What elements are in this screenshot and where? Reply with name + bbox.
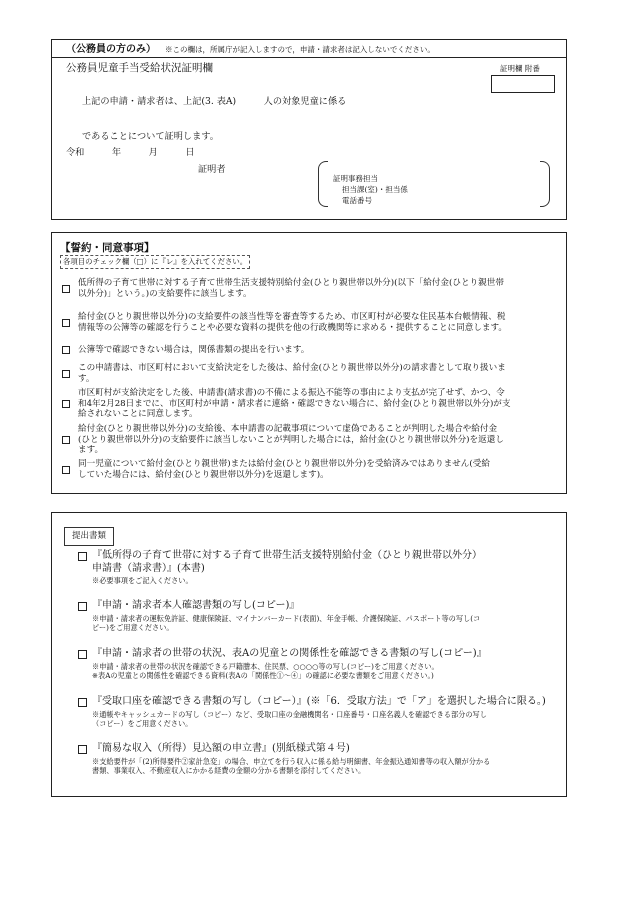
official-header-note: ※この欄は，所属庁が記入しますので，申請・請求者は記入しないでください。 bbox=[165, 45, 435, 54]
consent-item-5 bbox=[62, 388, 562, 420]
statement-line-2: であることについて証明します。 bbox=[82, 131, 219, 142]
consent-text-2: 給付金(ひとり親世帯以外分)の支給要件の該当性等を審査等するため、市区町村が必要な住民基本台帳情報、税 情報等の公簿等の確認を行うことや必要な資料の提供を他の行政機関等に求める・提供することに同意します。 bbox=[78, 312, 508, 333]
consent-text-4: この申請書は、市区町村において支給決定をした後は、給付金(ひとり親世帯以外分)の請求書として取り扱いま す。 bbox=[78, 363, 506, 384]
consent-text-3: 公簿等で確認できない場合は，関係書類の提出を行います。 bbox=[78, 345, 310, 355]
document-item-1 bbox=[78, 550, 568, 586]
consent-checkbox-3[interactable] bbox=[62, 346, 70, 354]
document-note-3: ※申請・請求者の世帯の状況を確認できる戸籍謄本、住民票、○○○○等の写し(コピー)をご用意ください。 ※表Aの児童との関係性を確認できる資料(表Aの「関係性①～④」の確認に必要な書類をご用意ください。) bbox=[92, 661, 439, 680]
consent-checkbox-7[interactable] bbox=[62, 466, 70, 474]
document-label-4: 『受取口座を確認できる書類の写し（コピー）』(※「6．受取方法」で「ア」を選択した場合に限る。) bbox=[92, 696, 546, 707]
document-note-1: ※必要事項をご記入ください。 bbox=[92, 576, 193, 585]
document-label-5: 『簡易な収入（所得）見込額の申立書』(別紙様式第４号) bbox=[92, 743, 350, 754]
document-checkbox-2[interactable] bbox=[78, 602, 87, 611]
consent-instruction: 各項目のチェック欄（□）に『レ』を入れてください。 bbox=[60, 255, 250, 269]
consent-item-6 bbox=[62, 424, 562, 456]
document-note-4: ※通帳やキャッシュカードの写し（コピー）など、受取口座の金融機関名・口座番号・口座名義人を確認できる部分の写し （コピー）をご用意ください。 bbox=[92, 709, 487, 728]
office-line-phone: 電話番号 bbox=[342, 196, 372, 205]
official-section-title: 公務員児童手当受給状況証明欄 bbox=[66, 62, 213, 74]
document-checkbox-1[interactable] bbox=[78, 552, 87, 561]
consent-item-2 bbox=[62, 312, 562, 333]
consent-item-1 bbox=[62, 278, 562, 299]
official-header-divider bbox=[51, 57, 567, 58]
statement-line-1: 上記の申請・請求者は、上記(3. 表A) 人の対象児童に係る bbox=[82, 96, 347, 107]
office-line-division: 担当課(室)・担当係 bbox=[342, 185, 408, 194]
consent-text-1: 低所得の子育て世帯に対する子育て世帯生活支援特別給付金(ひとり親世帯以外分)(以下「給付金(ひとり親世帯 以外分)」という。)の支給要件に該当します。 bbox=[78, 278, 504, 299]
consent-text-7: 同一児童について給付金(ひとり親世帯)または給付金(ひとり親世帯以外分)を受給済みではありません(受給 していた場合には、給付金(ひとり親世帯以外分)を返還します)。 bbox=[78, 459, 490, 480]
office-bracket-left bbox=[318, 161, 328, 207]
cert-column-label: 証明欄 附番 bbox=[500, 64, 540, 73]
office-line-staff: 証明事務担当 bbox=[333, 174, 378, 183]
consent-item-7 bbox=[62, 459, 562, 480]
documents-title: 提出書類 bbox=[64, 527, 114, 546]
document-item-5 bbox=[78, 743, 568, 776]
cert-number-field[interactable] bbox=[491, 75, 555, 93]
document-note-2: ※申請・請求者の運転免許証、健康保険証、マイナンバーカード(表面)、年金手帳、介護保険証、パスポート等の写し(コ ピー)をご用意ください。 bbox=[92, 613, 481, 632]
document-label-1: 『低所得の子育て世帯に対する子育て世帯生活支援特別給付金（ひとり親世帯以外分） 申請書（請求書）』(本書) bbox=[92, 550, 482, 574]
consent-text-6: 給付金(ひとり親世帯以外分)の支給後、本申請書の記載事項について虚偽であることが判明した場合や給付金 (ひとり親世帯以外分)の支給要件に該当しないことが判明した場合には，給付金(ひとり親世帯以外分)を返還し ます。 bbox=[78, 424, 504, 455]
consent-item-3 bbox=[62, 345, 562, 356]
certifier-label: 証明者 bbox=[198, 164, 226, 175]
document-checkbox-3[interactable] bbox=[78, 650, 87, 659]
document-checkbox-4[interactable] bbox=[78, 698, 87, 707]
consent-checkbox-2[interactable] bbox=[62, 319, 70, 327]
document-item-2 bbox=[78, 600, 568, 633]
document-label-2: 『申請・請求者本人確認書類の写し(コピー)』 bbox=[92, 600, 300, 611]
consent-text-5: 市区町村が支給決定をした後、申請書(請求書)の不備による振込不能等の事由により支払が完了せず、かつ、令 和4年2月28日までに、市区町村が申請・請求者に連絡・確認できない場合に、給付金(ひとり親世帯以外分)が支 給されないことに同意します。 bbox=[78, 388, 511, 419]
consent-title: 【誓約・同意事項】 bbox=[60, 242, 155, 254]
office-bracket-right bbox=[540, 161, 550, 207]
document-label-3: 『申請・請求者の世帯の状況、表Aの児童との関係性を確認できる書類の写し(コピー)』 bbox=[92, 648, 487, 659]
official-header-label: （公務員の方のみ） bbox=[66, 44, 156, 55]
document-item-4 bbox=[78, 696, 568, 729]
consent-checkbox-4[interactable] bbox=[62, 370, 70, 378]
consent-item-4 bbox=[62, 363, 562, 384]
consent-checkbox-6[interactable] bbox=[62, 436, 70, 444]
document-checkbox-5[interactable] bbox=[78, 745, 87, 754]
consent-checkbox-5[interactable] bbox=[62, 400, 70, 408]
consent-checkbox-1[interactable] bbox=[62, 285, 70, 293]
document-note-5: ※支給要件が「(2)所得要件②家計急変」の場合、申立てを行う収入に係る給与明細書、年金振込通知書等の収入額が分かる 書類、事業収入、不動産収入にかかる経費の金額の分かる書類を添付してください。 bbox=[92, 756, 491, 775]
date-line: 令和 年 月 日 bbox=[66, 147, 195, 158]
document-item-3 bbox=[78, 648, 568, 681]
